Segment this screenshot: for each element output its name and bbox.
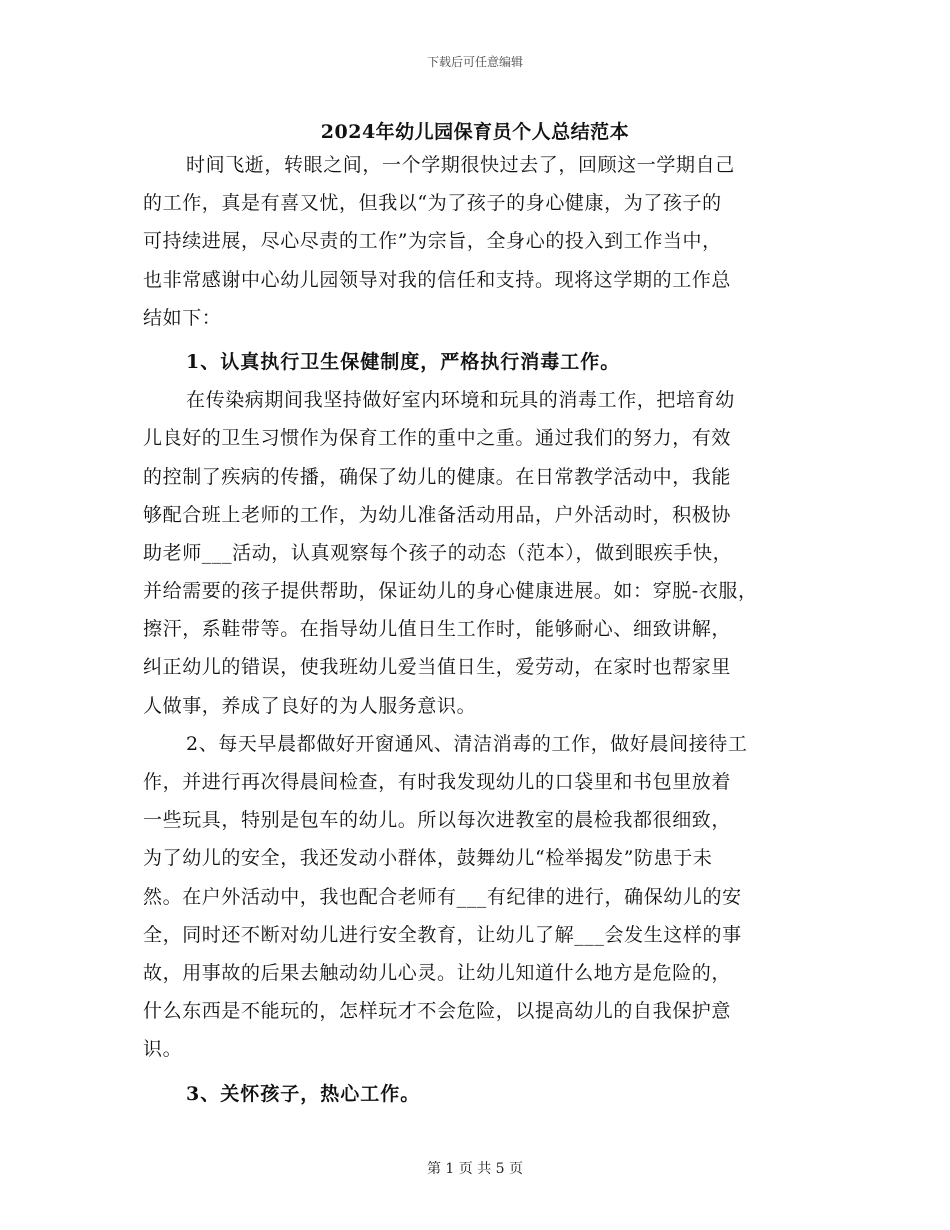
paragraph-line: 擦汗，系鞋带等。在指导幼儿值日生工作时，能够耐心、细致讲解， bbox=[143, 618, 732, 641]
paragraph-line: 的控制了疾病的传播，确保了幼儿的健康。在日常教学活动中，我能 bbox=[143, 465, 732, 488]
paragraph-line: 够配合班上老师的工作，为幼儿准备活动用品，户外活动时，积极协 bbox=[143, 503, 732, 526]
paragraph-line: 时间飞逝，转眼之间，一个学期很快过去了，回顾这一学期自己 bbox=[186, 154, 735, 176]
paragraph-line: 也非常感谢中心幼儿园领导对我的信任和支持。现将这学期的工作总 bbox=[143, 268, 732, 291]
paragraph-line: 然。在户外活动中，我也配合老师有___有纪律的进行，确保幼儿的安 bbox=[143, 885, 742, 908]
page-header-note: 下载后可任意编辑 bbox=[426, 55, 523, 69]
paragraph-line: 纠正幼儿的错误，使我班幼儿爱当值日生，爱劳动，在家时也帮家里 bbox=[143, 656, 732, 679]
section-heading-3: 3、关怀孩子，热心工作。 bbox=[186, 1082, 421, 1105]
paragraph-line: 一些玩具，特别是包车的幼儿。所以每次进教室的晨检我都很细致， bbox=[143, 809, 732, 832]
paragraph-line: 作，并进行再次得晨间检查，有时我发现幼儿的口袋里和书包里放着 bbox=[143, 771, 732, 793]
section-heading-1: 1、认真执行卫生保健制度，严格执行消毒工作。 bbox=[186, 350, 621, 373]
paragraph-line: 助老师___活动，认真观察每个孩子的动态（范本），做到眼疾手快， bbox=[143, 541, 733, 564]
paragraph-line: 结如下： bbox=[143, 306, 222, 329]
paragraph-line: 可持续进展，尽心尽责的工作”为宗旨，全身心的投入到工作当中， bbox=[143, 230, 722, 253]
page-number: 第 1 页 共 5 页 bbox=[426, 1161, 524, 1177]
paragraph-line: 识。 bbox=[143, 1038, 183, 1061]
paragraph-line: 为了幼儿的安全，我还发动小群体，鼓舞幼儿“检举揭发”防患于未 bbox=[143, 847, 713, 870]
paragraph-line: 的工作，真是有喜又忧，但我以“为了孩子的身心健康，为了孩子的 bbox=[143, 192, 722, 215]
document-body bbox=[143, 146, 823, 1113]
paragraph-line: 2、每天早晨都做好开窗通风、清洁消毒的工作，做好晨间接待工 bbox=[186, 732, 748, 755]
document-title: 2024年幼儿园保育员个人总结范本 bbox=[320, 121, 630, 143]
paragraph-line: 在传染病期间我坚持做好室内环境和玩具的消毒工作，把培育幼 bbox=[186, 389, 735, 412]
paragraph-line: 什么东西是不能玩的，怎样玩才不会危险，以提高幼儿的自我保护意 bbox=[143, 1000, 732, 1023]
paragraph-line: 故，用事故的后果去触动幼儿心灵。让幼儿知道什么地方是危险的， bbox=[143, 961, 732, 984]
paragraph-line: 人做事，养成了良好的为人服务意识。 bbox=[143, 694, 477, 717]
paragraph-line: 并给需要的孩子提供帮助，保证幼儿的身心健康进展。如：穿脱-衣服， bbox=[143, 580, 758, 603]
paragraph-line: 全，同时还不断对幼儿进行安全教育，让幼儿了解___会发生这样的事 bbox=[143, 923, 742, 946]
paragraph-line: 儿良好的卫生习惯作为保育工作的重中之重。通过我们的努力，有效 bbox=[143, 427, 732, 450]
